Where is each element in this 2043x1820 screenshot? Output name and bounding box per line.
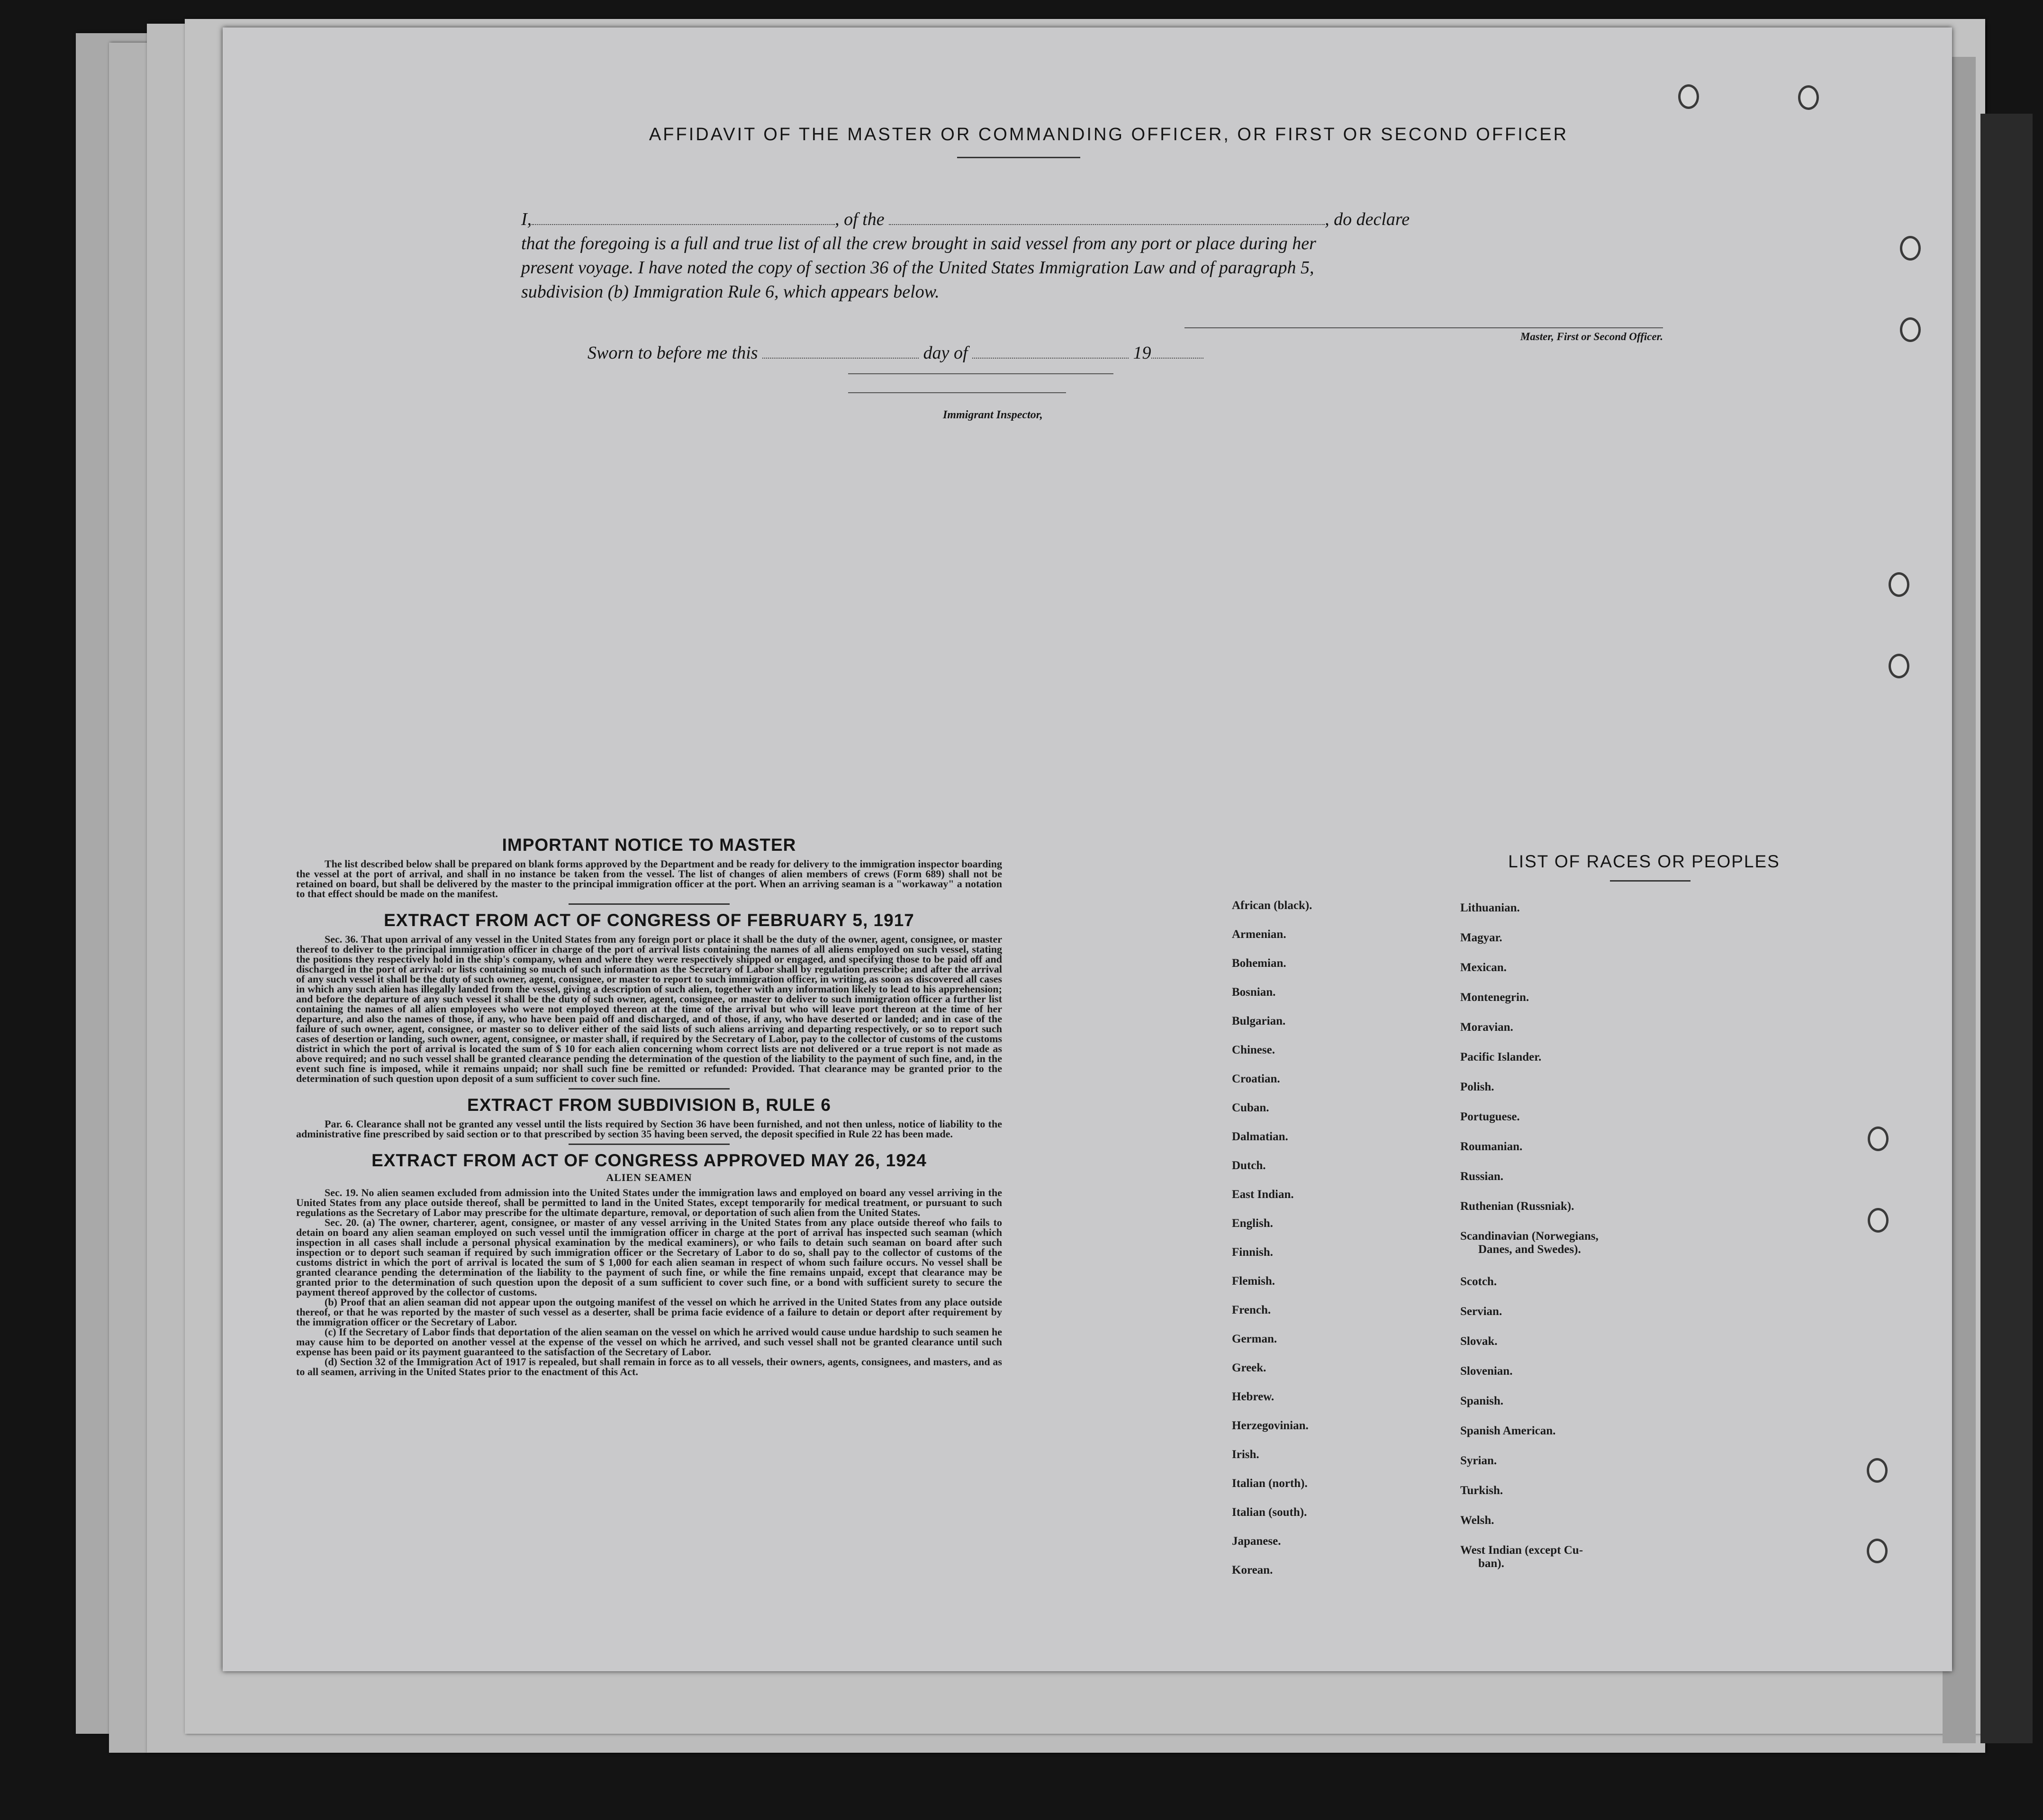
year-prefix: 19 [1133, 343, 1151, 363]
affidavit-line-4: subdivision (b) Immigration Rule 6, which appears below. [521, 282, 940, 302]
race-item: Dalmatian. [1232, 1130, 1288, 1143]
affidavit-i: I, [521, 209, 532, 229]
punch-hole-icon [1900, 317, 1921, 342]
race-item: Greek. [1232, 1361, 1266, 1374]
race-item: Lithuanian. [1460, 901, 1520, 914]
binder-edge [1980, 114, 2033, 1743]
notice-text: The list described below shall be prepared on blank forms approved by the Department and be ready for delivery to the immigration inspector boarding the vessel at the port of arrival, and shall in no instance be taken from the vessel. The list of changes of alien members of crews (Form 689) shall not be retained on board, but shall be delivered by the master to the principal immigration officer at the port. When an arriving seaman is a "workaway" a notation to that effect should be made on the manifest. [296, 858, 1002, 900]
signature-line [1184, 327, 1663, 328]
manifest-page [223, 27, 1952, 1671]
race-item: Flemish. [1232, 1275, 1275, 1288]
inspector-signature-line [848, 373, 1113, 374]
affidavit-line-3: present voyage. I have noted the copy of section 36 of the United States Immigration Law and of paragraph 5, [521, 258, 1314, 278]
extract-1924-sec20b: (b) Proof that an alien seaman did not appear upon the outgoing manifest of the vessel on which he arrived in the United States from any place outside thereof, or that he was reported by the master of such vessel as a deserter, shall be prima facie evidence of a failure to detain or deport after requirement by the immigration officer or the Secretary of Labor. [296, 1296, 1002, 1328]
punch-hole-icon [1868, 1126, 1889, 1151]
race-item: Polish. [1460, 1081, 1494, 1093]
day-blank-line [762, 358, 919, 359]
title-underline [957, 157, 1080, 158]
punch-hole-icon [1889, 654, 1909, 678]
race-item: Moravian. [1460, 1021, 1513, 1034]
extract-1924-sec20a: Sec. 20. (a) The owner, charterer, agent, consignee, or master of any vessel arriving in the United States from any place outside thereof who fails to detain on board any alien seaman employed on such vessel until the immigration officer in charge at the port of arrival has inspected such seaman (which inspection in all cases shall include a personal physical examination by the medical examiners), or who fails to detain such seaman on board after such inspection or to deport such seaman if required by such immigration officer or the Secretary of Labor to do so, shall pay to the collector of customs of the customs district in which the port of arrival is located the sum of $ 1,000 for each alien seaman in respect of whom such failure occurs. No vessel shall be granted clearance pending the determination of the liability to the payment of such fine, or while the fine remains unpaid, except that clearance may be granted prior to the determination of such question upon the deposit of a sum sufficient to cover such fine, or a bond with sufficient surety to secure the payment thereof approved by the collector of customs. [296, 1216, 1002, 1298]
extract-1924-subtitle: ALIEN SEAMEN [606, 1171, 692, 1183]
extract-1924-sec20c: (c) If the Secretary of Labor finds that deportation of the alien seaman on the vessel on which he arrived would cause undue hardship to such seamen he may cause him to be deported on another vessel at the expense of the vessel on which he arrived, and such vessel shall not be granted clearance until such expense has been paid or its payment guaranteed to the satisfaction of the Secretary of Labor. [296, 1326, 1002, 1358]
race-item: West Indian (except Cu- [1460, 1544, 1583, 1557]
race-item: Syrian. [1460, 1454, 1497, 1467]
race-item: Slovak. [1460, 1335, 1498, 1348]
race-item: Welsh. [1460, 1514, 1494, 1527]
race-item: Italian (north). [1232, 1477, 1308, 1490]
punch-hole-icon [1798, 85, 1819, 110]
race-item: Bohemian. [1232, 957, 1286, 970]
affidavit-text [521, 207, 1668, 304]
extract-rule6-text: Par. 6. Clearance shall not be granted any vessel until the lists required by Section 36 have been furnished, and not then unless, notice of liability to the administrative fine prescribed by said section or to that prescribed by section 35 having been served, the deposit specified in Rule 22 has been made. [296, 1118, 1002, 1140]
race-item: Scotch. [1460, 1275, 1497, 1288]
race-item: Bulgarian. [1232, 1015, 1286, 1027]
affidavit-title: AFFIDAVIT OF THE MASTER OR COMMANDING OFFICER, OR FIRST OR SECOND OFFICER [649, 125, 1569, 144]
punch-hole-icon [1867, 1539, 1888, 1563]
vessel-blank-line [889, 224, 1325, 225]
race-item: Ruthenian (Russniak). [1460, 1200, 1574, 1213]
race-item: African (black). [1232, 899, 1312, 912]
race-item: Hebrew. [1232, 1390, 1275, 1403]
punch-hole-icon [1889, 572, 1909, 597]
month-blank-line [972, 358, 1129, 359]
race-item: Bosnian. [1232, 986, 1276, 999]
race-item: Spanish American. [1460, 1424, 1556, 1437]
year-blank-line [1151, 358, 1203, 359]
race-item: Russian. [1460, 1170, 1504, 1183]
race-item: Cuban. [1232, 1101, 1269, 1114]
punch-hole-icon [1678, 84, 1699, 109]
extract-1924-sec19: Sec. 19. No alien seamen excluded from admission into the United States under the immigration laws and employed on board any vessel arriving in the United States from any place outside thereof, shall be permitted to land in the United States, except temporarily for medical treatment, or pursuant to such regulations as the Secretary of Labor may prescribe for the ultimate departure, removal, or deportation of such alien from the United States. [296, 1187, 1002, 1218]
inspector-label: Immigrant Inspector, [943, 409, 1043, 421]
legal-notices [296, 835, 1002, 1377]
punch-hole-icon [1867, 1458, 1888, 1483]
race-item: Irish. [1232, 1448, 1259, 1461]
race-item: Korean. [1232, 1564, 1273, 1577]
affidavit-do-declare: , do declare [1325, 209, 1410, 229]
race-item: Spanish. [1460, 1395, 1504, 1407]
punch-hole-icon [1900, 236, 1921, 261]
affidavit-of-the: , of the [835, 209, 885, 229]
race-item: Scandinavian (Norwegians, [1460, 1230, 1599, 1243]
race-item: Portuguese. [1460, 1110, 1520, 1123]
race-item: French. [1232, 1304, 1271, 1316]
inspector-line-2 [848, 392, 1066, 393]
sworn-text: Sworn to before me this [588, 343, 758, 363]
race-item: Croatian. [1232, 1072, 1280, 1085]
name-blank-line [532, 224, 835, 225]
race-item: Italian (south). [1232, 1506, 1307, 1519]
punch-hole-icon [1868, 1208, 1889, 1233]
divider [569, 903, 730, 905]
race-item: Danes, and Swedes). [1478, 1243, 1581, 1256]
race-item: Dutch. [1232, 1159, 1266, 1172]
race-item: Japanese. [1232, 1535, 1281, 1548]
affidavit-line-2: that the foregoing is a full and true list of all the crew brought in said vessel from any port or place during her [521, 234, 1316, 253]
races-title-underline [1610, 880, 1690, 882]
extract-rule6-title: EXTRACT FROM SUBDIVISION B, RULE 6 [467, 1095, 831, 1115]
race-item: Montenegrin. [1460, 991, 1529, 1004]
day-of-text: day of [923, 343, 968, 363]
race-item: Mexican. [1460, 961, 1507, 974]
race-item: Magyar. [1460, 931, 1502, 944]
race-item: Finnish. [1232, 1246, 1273, 1259]
race-item: Herzegovinian. [1232, 1419, 1309, 1432]
race-item: German. [1232, 1333, 1277, 1345]
race-item: Chinese. [1232, 1044, 1275, 1056]
race-item: Turkish. [1460, 1484, 1503, 1497]
extract-1924-title: EXTRACT FROM ACT OF CONGRESS APPROVED MAY 26, 1924 [371, 1151, 927, 1170]
race-item: Pacific Islander. [1460, 1051, 1542, 1063]
race-item: ban). [1478, 1557, 1504, 1570]
race-item: East Indian. [1232, 1188, 1294, 1201]
race-item: English. [1232, 1217, 1273, 1230]
race-item: Roumanian. [1460, 1140, 1523, 1153]
race-item: Slovenian. [1460, 1365, 1513, 1378]
divider [569, 1088, 730, 1090]
races-title: LIST OF RACES OR PEOPLES [1508, 852, 1780, 871]
race-item: Servian. [1460, 1305, 1502, 1318]
divider [569, 1144, 730, 1145]
notice-title: IMPORTANT NOTICE TO MASTER [502, 835, 796, 855]
extract-1924-sec20d: (d) Section 32 of the Immigration Act of 1917 is repealed, but shall remain in force as to all vessels, their owners, agents, consignees, and masters, and as to all seamen, arriving in the United States prior to the enactment of this Act. [296, 1356, 1002, 1378]
signature-role: Master, First or Second Officer. [1520, 331, 1663, 342]
race-item: Armenian. [1232, 928, 1286, 941]
extract-1917-title: EXTRACT FROM ACT OF CONGRESS OF FEBRUARY 5, 1917 [384, 910, 914, 930]
sworn-line [588, 342, 1203, 363]
extract-1917-text: Sec. 36. That upon arrival of any vessel in the United States from any foreign port or place it shall be the duty of the owner, agent, consignee, or master thereof to deliver to the principal immigration officer in charge of the port of arrival lists containing the names of all aliens employed on such vessel, stating the positions they respectively hold in the ship's company, when and where they were respectively shipped or engaged, and specifying those to be paid off and discharged in the port of arrival: or lists containing so much of such information as the Secretary of Labor shall by regulation prescribe; and after the arrival of any such vessel it shall be the duty of such owner, agent, consignee, or master to report to such immigration officer, in writing, as soon as discovered all cases in which any such alien has illegally landed from the vessel, giving a description of such alien, together with any information likely to lead to his apprehension; and before the departure of any such vessel it shall be the duty of such owner, agent, consignee, or master to deliver to such immigration officer a further list containing the names of all alien employees who were not employed thereon at the time of the arrival but who will leave port thereon at the time of her departure, and also the names of those, if any, who have been paid off and discharged, and of those, if any, who have deserted or landed; and in case of the failure of such owner, agent, consignee, or master so to deliver either of the said lists of such aliens arriving and departing respectively, or so to report such cases of desertion or landing, such owner, agent, consignee, or master shall, if required by the Secretary of Labor, pay to the collector of customs of the customs district in which the port of arrival is located the sum of $ 10 for each alien concerning whom correct lists are not delivered or a true report is not made as above required; and no such vessel shall be granted clearance pending the determination of the question of the liability to the payment of such fine, and, in the event such fine is imposed, while it remains unpaid; nor shall such fine be remitted or refunded: Provided. That clearance may be granted prior to the determination of such question upon deposit of a sum sufficient to cover such fine. [296, 933, 1002, 1084]
